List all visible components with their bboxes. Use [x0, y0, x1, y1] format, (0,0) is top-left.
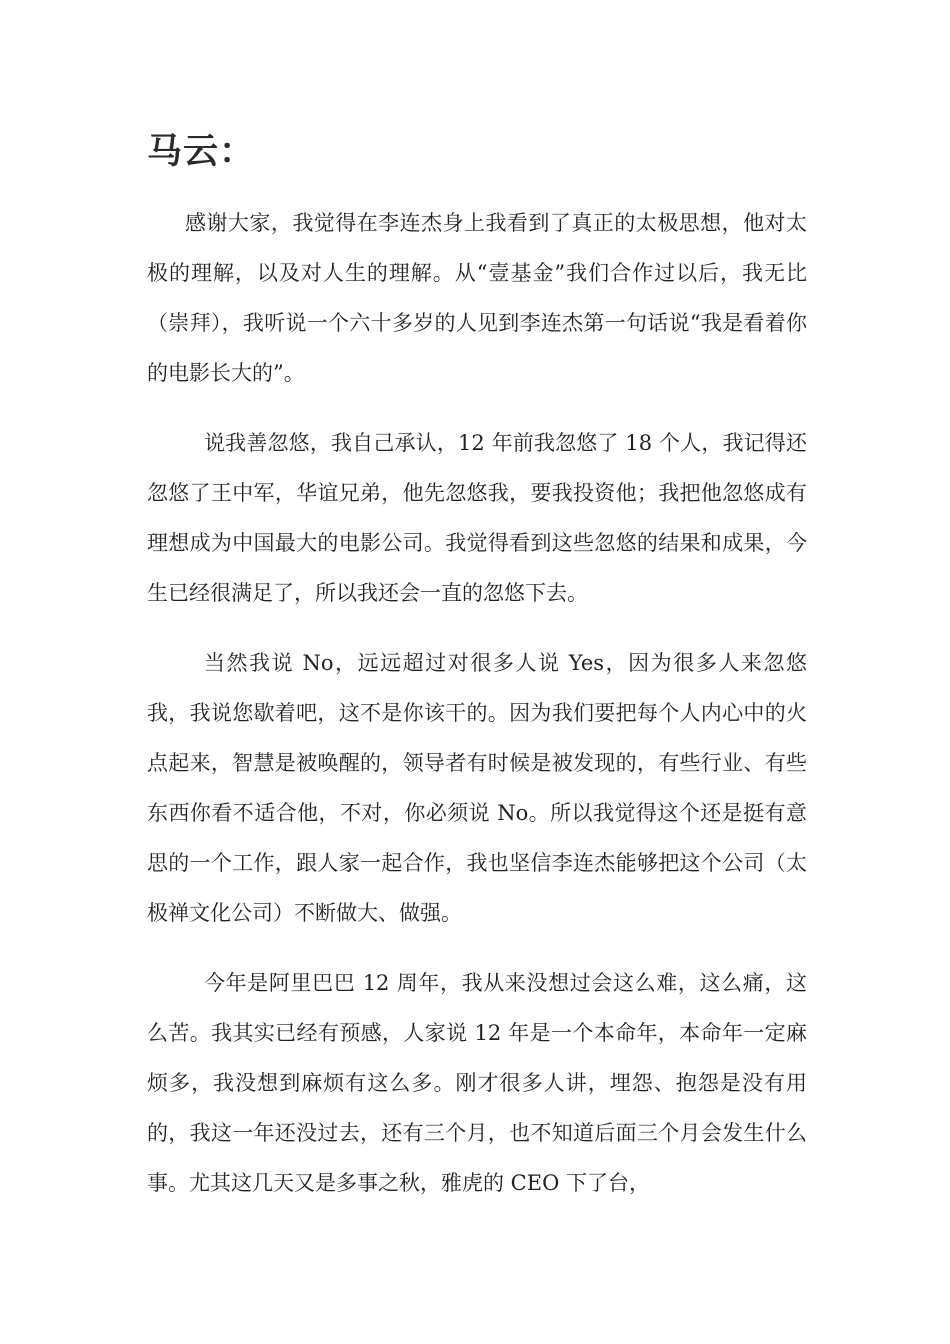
speaker-heading: 马云：: [147, 132, 256, 172]
paragraph-persuasion: 说我善忽悠，我自己承认，12 年前我忽悠了 18 个人，我记得还忽悠了王中军，华谊兄弟，他先忽悠我，要我投资他；我把他忽悠成有理想成为中国最大的电影公司。我觉得看到这些忽悠的结果和成果，今生已经很满足了，所以我还会一直的忽悠下去。: [147, 431, 807, 605]
speech-body: [147, 198, 807, 1228]
paragraph-thanks: 感谢大家，我觉得在李连杰身上我看到了真正的太极思想，他对太极的理解，以及对人生的理解。从“壹基金”我们合作过以后，我无比（崇拜），我听说一个六十多岁的人见到李连杰第一句话说“我是看着你的电影长大的”。: [147, 211, 807, 385]
paragraph-saying-no: 当然我说 No，远远超过对很多人说 Yes，因为很多人来忽悠我，我说您歇着吧，这不是你该干的。因为我们要把每个人内心中的火点起来，智慧是被唤醒的，领导者有时候是被发现的，有些行业、有些东西你看不适合他，不对，你必须说 No。所以我觉得这个还是挺有意思的一个工作，跟人家一起合作，我也坚信李连杰能够把这个公司（太极禅文化公司）不断做大、做强。: [147, 651, 807, 925]
paragraph-alibaba-anniversary: 今年是阿里巴巴 12 周年，我从来没想过会这么难，这么痛，这么苦。我其实已经有预感，人家说 12 年是一个本命年，本命年一定麻烦多，我没想到麻烦有这么多。刚才很多人讲，埋怨、抱怨是没有用的，我这一年还没过去，还有三个月，也不知道后面三个月会发生什么事。尤其这几天又是多事之秋，雅虎的 CEO 下了台，: [147, 971, 807, 1195]
